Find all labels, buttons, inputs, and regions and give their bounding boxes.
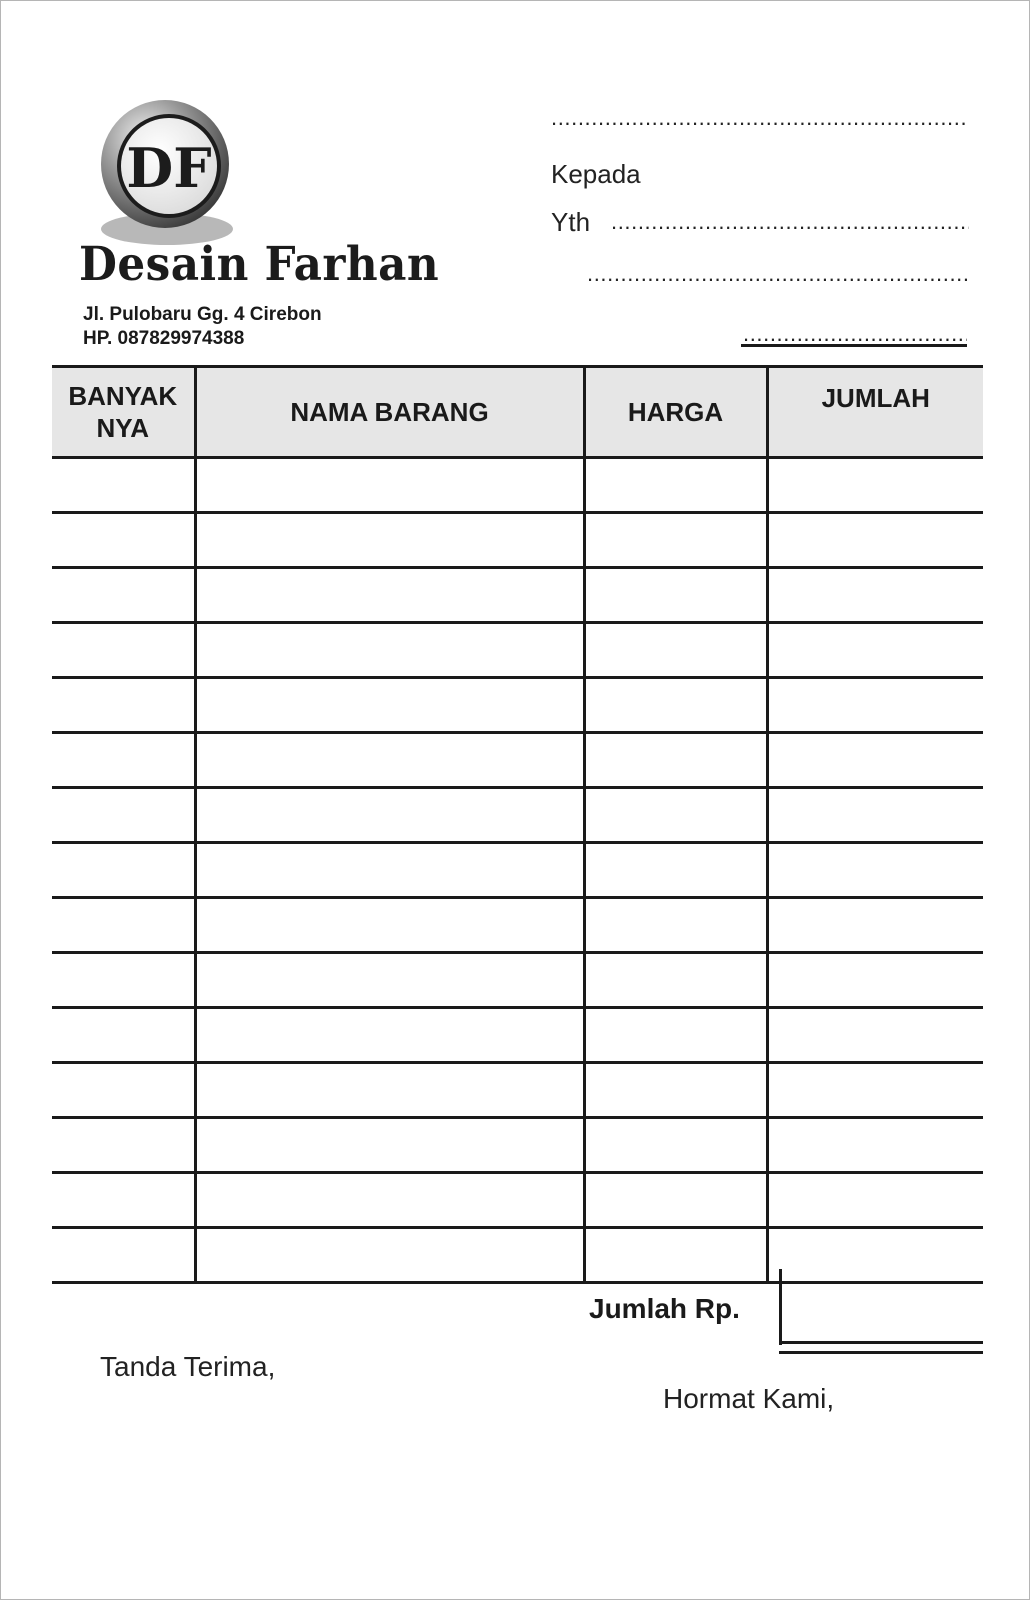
- cell-price[interactable]: [584, 733, 767, 788]
- cell-item-name[interactable]: [195, 623, 584, 678]
- company-name: Desain Farhan: [79, 237, 440, 292]
- table-row: [52, 953, 983, 1008]
- to-label: Kepada: [551, 159, 641, 189]
- cell-price[interactable]: [584, 788, 767, 843]
- col-header-item-name: NAMA BARANG: [195, 367, 584, 458]
- cell-quantity[interactable]: [52, 953, 195, 1008]
- company-phone: HP. 087829974388: [83, 328, 245, 349]
- cell-amount[interactable]: [767, 898, 983, 953]
- cell-price[interactable]: [584, 623, 767, 678]
- total-underline-2: [779, 1351, 983, 1354]
- table-row: [52, 623, 983, 678]
- cell-amount[interactable]: [767, 1228, 983, 1283]
- company-address: Jl. Pulobaru Gg. 4 Cirebon: [83, 304, 322, 325]
- cell-price[interactable]: [584, 458, 767, 513]
- cell-quantity[interactable]: [52, 898, 195, 953]
- items-table: [52, 365, 983, 1284]
- cell-amount[interactable]: [767, 568, 983, 623]
- cell-price[interactable]: [584, 1228, 767, 1283]
- cell-amount[interactable]: [767, 788, 983, 843]
- cell-amount[interactable]: [767, 1008, 983, 1063]
- cell-price[interactable]: [584, 843, 767, 898]
- cell-amount[interactable]: [767, 1173, 983, 1228]
- cell-quantity[interactable]: [52, 788, 195, 843]
- total-underline-1: [779, 1341, 983, 1344]
- cell-amount[interactable]: [767, 1118, 983, 1173]
- cell-price[interactable]: [584, 568, 767, 623]
- cell-quantity[interactable]: [52, 733, 195, 788]
- cell-item-name[interactable]: [195, 458, 584, 513]
- cell-amount[interactable]: [767, 733, 983, 788]
- cell-item-name[interactable]: [195, 568, 584, 623]
- cell-item-name[interactable]: [195, 843, 584, 898]
- cell-price[interactable]: [584, 1063, 767, 1118]
- cell-item-name[interactable]: [195, 1228, 584, 1283]
- cell-item-name[interactable]: [195, 1173, 584, 1228]
- cell-quantity[interactable]: [52, 1063, 195, 1118]
- cell-price[interactable]: [584, 513, 767, 568]
- cell-amount[interactable]: [767, 623, 983, 678]
- cell-amount[interactable]: [767, 678, 983, 733]
- cell-price[interactable]: [584, 1118, 767, 1173]
- company-logo: [99, 99, 241, 255]
- cell-price[interactable]: [584, 953, 767, 1008]
- total-label: Jumlah Rp.: [589, 1293, 740, 1324]
- cell-item-name[interactable]: [195, 788, 584, 843]
- table-row: [52, 513, 983, 568]
- cell-amount[interactable]: [767, 843, 983, 898]
- receiver-signature-label: Tanda Terima,: [100, 1351, 276, 1382]
- table-row: [52, 788, 983, 843]
- cell-amount[interactable]: [767, 1063, 983, 1118]
- recipient-address-dots[interactable]: [587, 263, 969, 285]
- table-row: [52, 1063, 983, 1118]
- invoice-number-underline: [741, 344, 967, 347]
- cell-quantity[interactable]: [52, 568, 195, 623]
- table-header-row: [52, 367, 983, 458]
- date-field-dots[interactable]: [551, 107, 965, 129]
- cell-quantity[interactable]: [52, 623, 195, 678]
- table-row: [52, 458, 983, 513]
- table-row: [52, 678, 983, 733]
- cell-amount[interactable]: [767, 513, 983, 568]
- cell-amount[interactable]: [767, 953, 983, 1008]
- cell-price[interactable]: [584, 1173, 767, 1228]
- cell-quantity[interactable]: [52, 1173, 195, 1228]
- total-box-divider: [779, 1269, 782, 1345]
- cell-quantity[interactable]: [52, 1228, 195, 1283]
- cell-item-name[interactable]: [195, 678, 584, 733]
- cell-quantity[interactable]: [52, 458, 195, 513]
- table-row: [52, 843, 983, 898]
- col-header-price: HARGA: [584, 367, 767, 458]
- cell-amount[interactable]: [767, 458, 983, 513]
- col-header-quantity: BANYAK NYA: [52, 367, 195, 458]
- cell-quantity[interactable]: [52, 843, 195, 898]
- logo-initials: DF: [126, 136, 212, 200]
- cell-quantity[interactable]: [52, 678, 195, 733]
- cell-price[interactable]: [584, 678, 767, 733]
- cell-quantity[interactable]: [52, 513, 195, 568]
- cell-price[interactable]: [584, 898, 767, 953]
- cell-item-name[interactable]: [195, 898, 584, 953]
- table-row: [52, 898, 983, 953]
- cell-item-name[interactable]: [195, 513, 584, 568]
- col-header-amount: JUMLAH: [767, 367, 983, 458]
- invoice-number-dots[interactable]: [743, 323, 967, 345]
- table-row: [52, 1008, 983, 1063]
- table-row: [52, 733, 983, 788]
- table-row: [52, 1173, 983, 1228]
- table-row: [52, 568, 983, 623]
- cell-quantity[interactable]: [52, 1008, 195, 1063]
- table-row: [52, 1228, 983, 1283]
- table-row: [52, 1118, 983, 1173]
- cell-price[interactable]: [584, 1008, 767, 1063]
- attention-label: Yth: [551, 207, 591, 237]
- recipient-name-dots[interactable]: [611, 211, 969, 233]
- cell-item-name[interactable]: [195, 1118, 584, 1173]
- sender-signature-label: Hormat Kami,: [663, 1383, 835, 1414]
- cell-item-name[interactable]: [195, 733, 584, 788]
- cell-quantity[interactable]: [52, 1118, 195, 1173]
- cell-item-name[interactable]: [195, 953, 584, 1008]
- cell-item-name[interactable]: [195, 1008, 584, 1063]
- cell-item-name[interactable]: [195, 1063, 584, 1118]
